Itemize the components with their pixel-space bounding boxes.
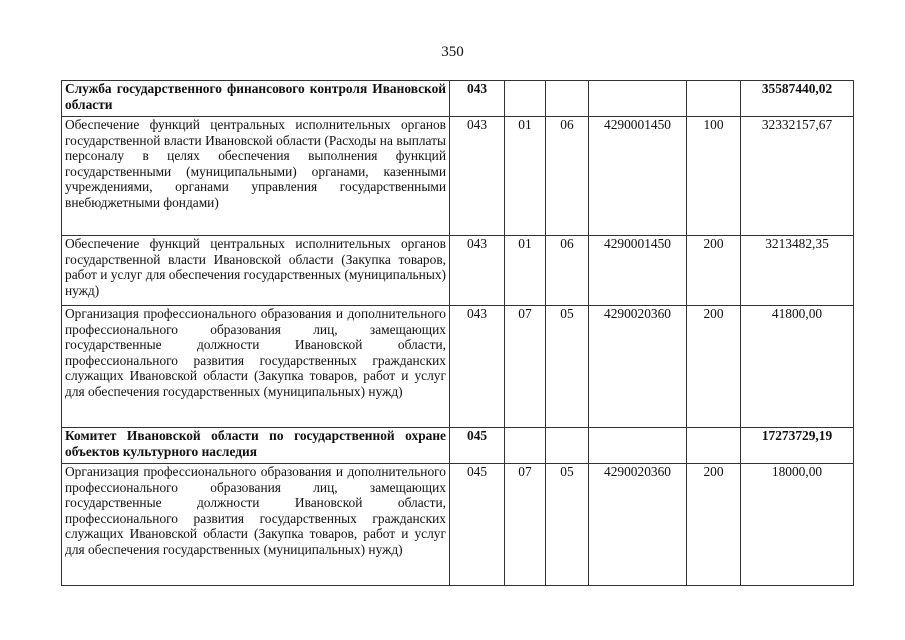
row-description: Комитет Ивановской области по государственной охране объектов культурного наследия [62,428,450,464]
table-row-department [62,81,854,117]
row-description: Служба государственного финансового контроля Ивановской области [62,81,450,117]
row-subsection: 05 [546,306,589,428]
budget-table [61,80,854,586]
row-section: 07 [505,464,546,586]
row-ministry-code: 045 [450,464,505,586]
row-target-code: 4290001450 [589,117,687,236]
row-amount: 3213482,35 [741,236,854,306]
row-target-code: 4290020360 [589,464,687,586]
row-target-code [589,81,687,117]
row-description: Организация профессионального образования и дополнительного профессионального образования лиц, замещающих государственные должности Ивановской области, профессионального развития государственных гражданских служащих Ивановской области (Закупка товаров, работ и услуг для обеспечения государственных (муниципальных) нужд) [62,464,450,586]
table-row [62,236,854,306]
row-section: 01 [505,117,546,236]
row-amount: 17273729,19 [741,428,854,464]
row-expense-type: 200 [687,464,741,586]
row-ministry-code: 045 [450,428,505,464]
row-subsection [546,81,589,117]
row-section: 07 [505,306,546,428]
table-row [62,117,854,236]
row-amount: 41800,00 [741,306,854,428]
row-subsection [546,428,589,464]
row-amount: 35587440,02 [741,81,854,117]
row-ministry-code: 043 [450,81,505,117]
row-expense-type: 200 [687,236,741,306]
row-subsection: 06 [546,117,589,236]
row-description: Обеспечение функций центральных исполнительных органов государственной власти Ивановской области (Расходы на выплаты персоналу в целях обеспечения выполнения функций государственными (муниципальными) органами, казенными учреждениями, органами управления государственными внебюджетными фондами) [62,117,450,236]
row-description: Обеспечение функций центральных исполнительных органов государственной власти Ивановской области (Закупка товаров, работ и услуг для обеспечения государственных (муниципальных) нужд) [62,236,450,306]
row-expense-type: 100 [687,117,741,236]
row-amount: 18000,00 [741,464,854,586]
table-row [62,306,854,428]
table-row-department [62,428,854,464]
row-section [505,428,546,464]
row-description: Организация профессионального образования и дополнительного профессионального образования лиц, замещающих государственные должности Ивановской области, профессионального развития государственных гражданских служащих Ивановской области (Закупка товаров, работ и услуг для обеспечения государственных (муниципальных) нужд) [62,306,450,428]
row-expense-type [687,81,741,117]
row-ministry-code: 043 [450,117,505,236]
page-number: 350 [441,44,464,60]
row-expense-type [687,428,741,464]
row-section [505,81,546,117]
row-ministry-code: 043 [450,306,505,428]
row-target-code [589,428,687,464]
row-ministry-code: 043 [450,236,505,306]
row-target-code: 4290020360 [589,306,687,428]
row-section: 01 [505,236,546,306]
row-subsection: 06 [546,236,589,306]
table-row [62,464,854,586]
row-expense-type: 200 [687,306,741,428]
row-subsection: 05 [546,464,589,586]
row-amount: 32332157,67 [741,117,854,236]
row-target-code: 4290001450 [589,236,687,306]
